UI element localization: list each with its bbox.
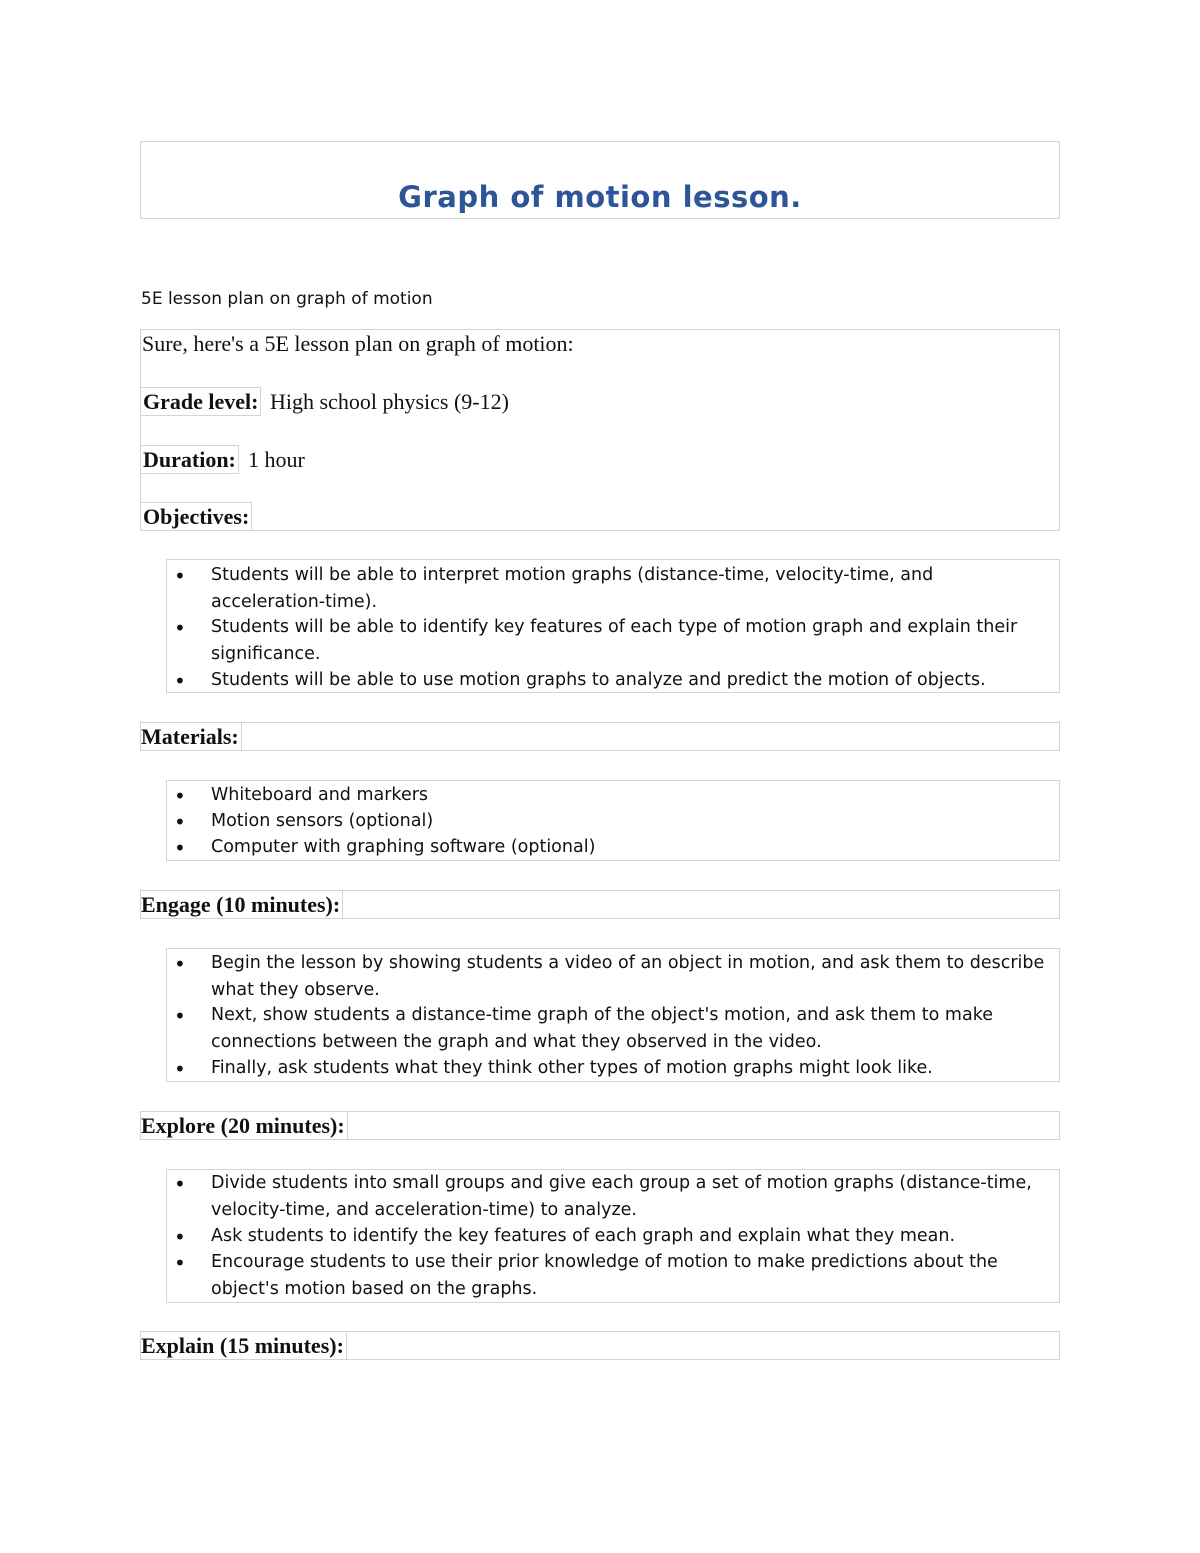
bullet-icon: • <box>174 1057 186 1081</box>
bullet-icon: • <box>174 669 186 693</box>
bullet-icon: • <box>174 1004 186 1028</box>
intro-line: Sure, here's a 5E lesson plan on graph of motion: <box>142 331 574 356</box>
duration-label: Duration: <box>140 445 239 474</box>
materials-heading-box <box>140 722 1060 751</box>
bullet-icon: • <box>174 952 186 976</box>
objectives-label: Objectives: <box>140 502 252 531</box>
list-item: Divide students into small groups and give each group a set of motion graphs (distance-time, velocity-time, and acceleration-time) to analyze. <box>211 1173 1032 1220</box>
explore-heading: Explore (20 minutes): <box>141 1112 348 1139</box>
page-title: Graph of motion lesson. <box>398 180 802 214</box>
list-item: Whiteboard and markers <box>211 785 429 805</box>
bullet-icon: • <box>174 810 186 834</box>
list-item: Students will be able to identify key features of each type of motion graph and explain their significance. <box>211 617 1018 664</box>
list-item: Begin the lesson by showing students a video of an object in motion, and ask them to describe what they observe. <box>211 953 1045 1000</box>
explain-heading: Explain (15 minutes): <box>141 1332 347 1359</box>
list-item: Encourage students to use their prior knowledge of motion to make predictions about the object's motion based on the graphs. <box>211 1252 998 1299</box>
bullet-icon: • <box>174 1172 186 1196</box>
bullet-icon: • <box>174 1225 186 1249</box>
engage-heading: Engage (10 minutes): <box>141 891 343 918</box>
duration-value: 1 hour <box>248 447 305 472</box>
list-item: Students will be able to interpret motion graphs (distance-time, velocity-time, and acceleration-time). <box>211 565 934 612</box>
list-item: Computer with graphing software (optional) <box>211 837 596 857</box>
materials-heading: Materials: <box>141 723 242 750</box>
grade-value: High school physics (9-12) <box>270 389 509 414</box>
intro-box <box>140 329 1060 531</box>
subtitle: 5E lesson plan on graph of motion <box>141 289 433 309</box>
grade-label: Grade level: <box>140 387 261 416</box>
list-item: Next, show students a distance-time graph of the object's motion, and ask them to make connections between the graph and what they observed in the video. <box>211 1005 993 1052</box>
bullet-icon: • <box>174 1251 186 1275</box>
list-item: Finally, ask students what they think other types of motion graphs might look like. <box>211 1058 933 1078</box>
list-item: Ask students to identify the key features of each graph and explain what they mean. <box>211 1226 956 1246</box>
bullet-icon: • <box>174 564 186 588</box>
bullet-icon: • <box>174 784 186 808</box>
list-item: Motion sensors (optional) <box>211 811 434 831</box>
bullet-icon: • <box>174 836 186 860</box>
bullet-icon: • <box>174 616 186 640</box>
list-item: Students will be able to use motion graphs to analyze and predict the motion of objects. <box>211 670 986 690</box>
